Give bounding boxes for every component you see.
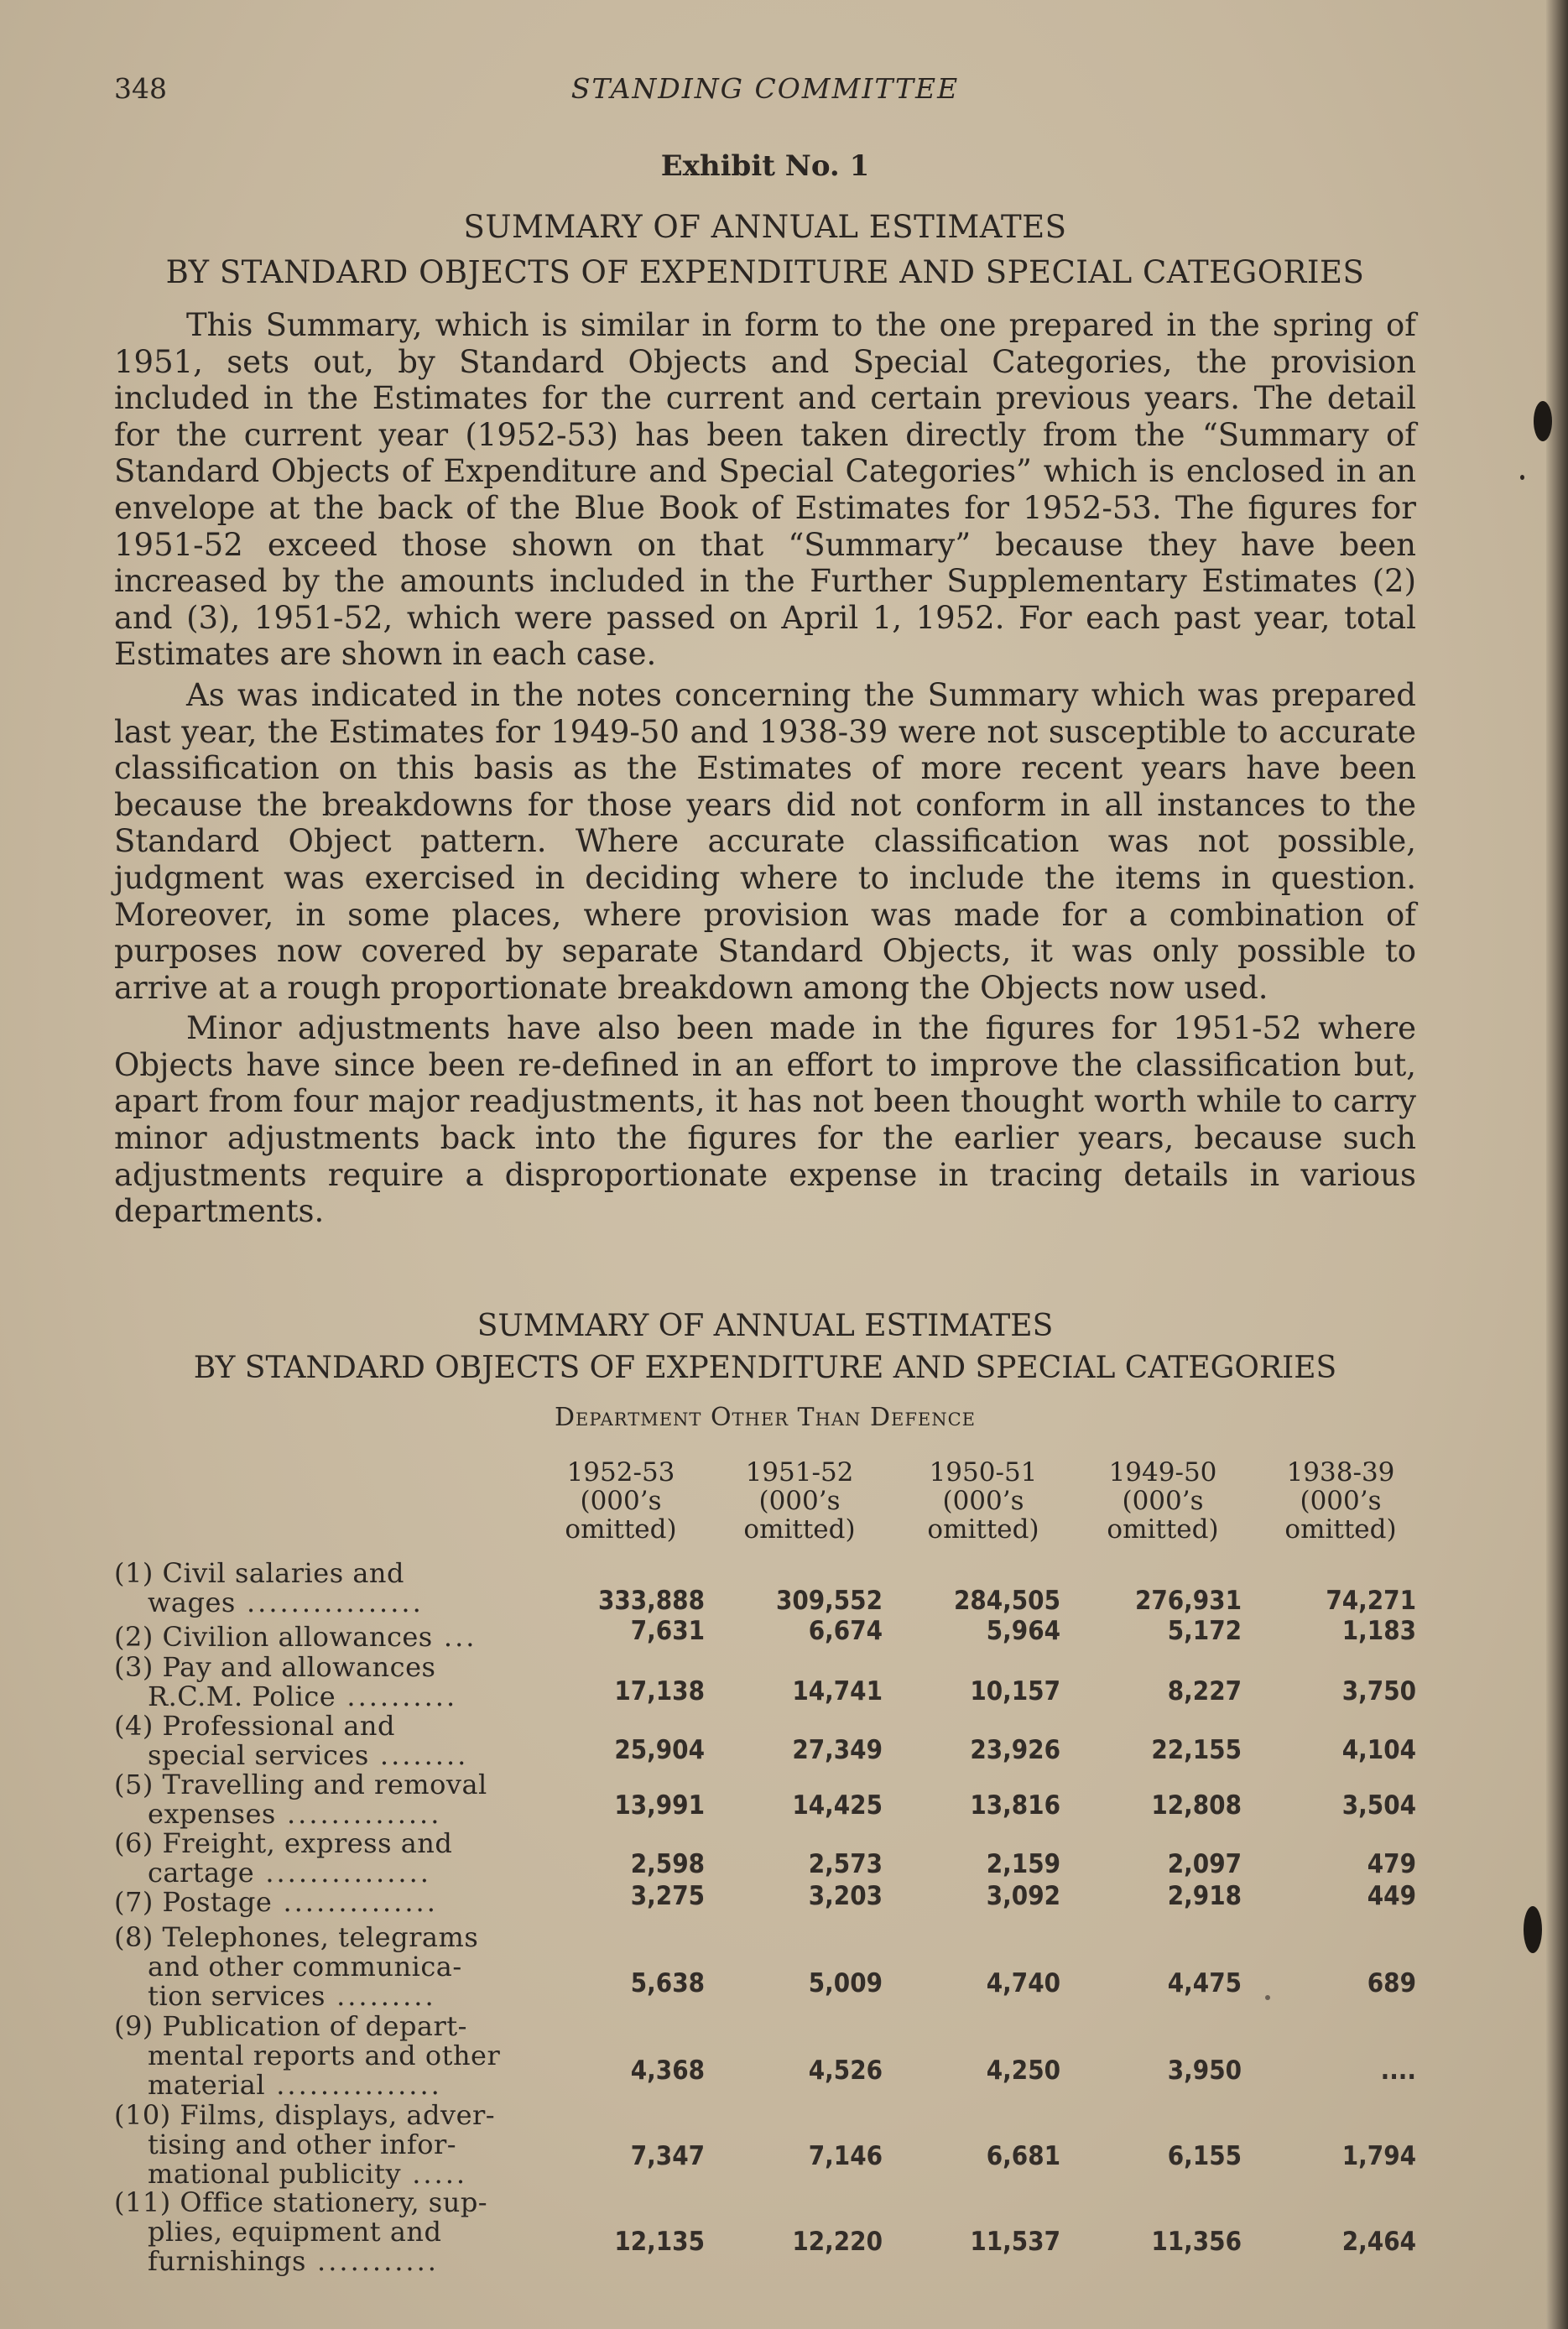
row-label-line: (7) Postage .............. [114, 1886, 438, 1918]
table-cell: 7,347 [630, 2141, 705, 2171]
table-cell: 8,227 [1167, 1676, 1242, 1706]
table-cell: 3,950 [1167, 2055, 1242, 2086]
table-cell: 3,504 [1341, 1790, 1416, 1821]
table-cell: 5,638 [630, 1968, 705, 1998]
table-cell: 5,009 [808, 1968, 883, 1998]
paragraph-1: This Summary, which is similar in form to the one prepared in the spring of 1951, sets out, by Standard Objects and Special Categories, the provision included in the Estimates for the current and certain previous years. The detail for the current year (1952-53) has been taken directly from the “Summary of Standard Objects of Expenditure and Special Categories” which is enclosed in an envelope at the back of the Blue Book of Estimates for 1952-53. The figures for 1951-52 exceed those shown on that “Summary” because they have been increased by the amounts included in the Further Supplementary Estimates (2) and (3), 1951-52, which were passed on April 1, 1952. For each past year, total Estimates are shown in each case. [114, 307, 1416, 673]
table-cell: 17,138 [614, 1676, 705, 1706]
table-cell: 14,425 [792, 1790, 883, 1821]
page-header [114, 72, 1416, 112]
row-label-line: special services ........ [148, 1739, 469, 1771]
table-title-line-1: SUMMARY OF ANNUAL ESTIMATES [477, 1309, 1054, 1343]
row-label-line: (2) Civilion allowances ... [114, 1621, 477, 1653]
title-line-2: BY STANDARD OBJECTS OF EXPENDITURE AND SPECIAL CATEGORIES [165, 254, 1365, 290]
column-header-1950-51 [899, 1458, 1067, 1544]
leader-dots: .......... [336, 1680, 458, 1712]
leader-dots: ........... [305, 2245, 439, 2277]
table-row-label [114, 1653, 525, 1712]
column-unit: omitted) [1284, 1514, 1397, 1545]
row-label-line: (9) Publication of depart- [114, 2010, 467, 2042]
page-blemish [1265, 1995, 1270, 2000]
column-unit: omitted) [743, 1514, 856, 1545]
table-row-label [114, 2012, 525, 2100]
table-cell: 3,203 [808, 1881, 883, 1911]
exhibit-label: Exhibit No. 1 [660, 149, 870, 183]
column-unit: omitted) [565, 1514, 677, 1545]
column-year: 1951-52 [745, 1457, 854, 1488]
table-cell: 4,475 [1167, 1968, 1242, 1998]
table-cell: 12,220 [792, 2227, 883, 2257]
table-cell: 23,926 [970, 1735, 1060, 1765]
table-cell: 309,552 [775, 1586, 883, 1616]
table-cell: 12,135 [614, 2227, 705, 2257]
table-cell: 2,598 [630, 1849, 705, 1879]
column-header-1949-50 [1079, 1458, 1247, 1544]
row-label-line: tion services ......... [148, 1980, 436, 2012]
column-year: 1952-53 [566, 1457, 675, 1488]
table-row-label [114, 1623, 525, 1652]
table-cell: 2,464 [1341, 2227, 1416, 2257]
row-label-line: cartage ............... [148, 1857, 431, 1889]
paragraph-2: As was indicated in the notes concerning the Summary which was prepared last year, the Estimates for 1949-50 and 1938-39 were not susceptible to accurate classification on this basis as the Estimates of more recent years have been because the breakdowns for those years did not conform in all instances to the Standard Object pattern. Where accurate classification was not possible, judgment was exercised in deciding where to include the items in question. Moreover, in some places, where provision was made for a combination of purposes now covered by separate Standard Objects, it was only possible to arrive at a rough proportionate breakdown among the Objects now used. [114, 676, 1416, 1006]
table-cell: 4,368 [630, 2055, 705, 2086]
page-blemish [1520, 475, 1524, 480]
table-cell: 13,816 [970, 1790, 1060, 1821]
leader-dots: ................ [235, 1587, 424, 1618]
page-blemish [1524, 1906, 1542, 1953]
table-cell: 4,740 [986, 1968, 1060, 1998]
table-cell: 7,146 [808, 2141, 883, 2171]
table-cell: 3,092 [986, 1881, 1060, 1911]
table-title-line-2: BY STANDARD OBJECTS OF EXPENDITURE AND SPECIAL CATEGORIES [193, 1351, 1337, 1385]
table-cell: 12,808 [1151, 1790, 1242, 1821]
column-unit: (000’s [580, 1486, 662, 1516]
column-header-1951-52 [716, 1458, 883, 1544]
table-cell: 284,505 [953, 1586, 1060, 1616]
row-label-line: (3) Pay and allowances [114, 1651, 436, 1683]
table-cell: 449 [1367, 1881, 1416, 1911]
table-cell: 333,888 [597, 1586, 705, 1616]
leader-dots: ............... [265, 2069, 442, 2101]
table-cell: 2,097 [1167, 1849, 1242, 1879]
running-title: STANDING COMMITTEE [570, 72, 960, 105]
body-text [114, 307, 1416, 1234]
table-cell: 27,349 [792, 1735, 883, 1765]
column-unit: (000’s [942, 1486, 1024, 1516]
column-header-1952-53 [537, 1458, 705, 1544]
table-cell: 5,964 [986, 1616, 1060, 1646]
row-label-line: (5) Travelling and removal [114, 1769, 487, 1800]
table-cell: 25,904 [614, 1735, 705, 1765]
leader-dots: ............... [254, 1857, 431, 1889]
table-cell: 74,271 [1326, 1586, 1416, 1616]
table-row-label [114, 1559, 525, 1618]
column-unit: omitted) [927, 1514, 1039, 1545]
table-cell: 479 [1367, 1849, 1416, 1879]
table-row-label [114, 2188, 525, 2276]
leader-dots: ..... [401, 2158, 468, 2190]
row-label-line: furnishings ........... [148, 2245, 439, 2277]
table-cell: 6,681 [986, 2141, 1060, 2171]
table-cell: 13,991 [614, 1790, 705, 1821]
table-cell: 7,631 [630, 1616, 705, 1646]
leader-dots: ... [432, 1621, 477, 1653]
paragraph-3: Minor adjustments have also been made in the figures for 1951-52 where Objects have since been re-defined in an effort to improve the classification but, apart from four major readjustments, it has not been thought worth while to carry minor adjustments back into the figures for the earlier years, because such adjustments require a disproportionate expense in tracing details in various departments. [114, 1010, 1416, 1230]
column-year: 1949-50 [1108, 1457, 1217, 1488]
table-cell: 276,931 [1134, 1586, 1242, 1616]
row-label-line: and other communica- [148, 1951, 462, 1983]
table-cell: 1,794 [1341, 2141, 1416, 2171]
row-label-line: mational publicity ..... [148, 2158, 468, 2190]
column-unit: omitted) [1107, 1514, 1219, 1545]
table-cell: 2,159 [986, 1849, 1060, 1879]
table-cell: .... [1380, 2055, 1416, 2086]
row-label-line: tising and other infor- [148, 2128, 457, 2160]
table-cell: 14,741 [792, 1676, 883, 1706]
leader-dots: ......... [325, 1980, 436, 2012]
department-heading: Department Other Than Defence [555, 1403, 976, 1432]
table-row-label [114, 1829, 525, 1888]
row-label-line: (8) Telephones, telegrams [114, 1921, 479, 1953]
leader-dots: .............. [272, 1886, 438, 1918]
table-cell: 2,918 [1167, 1881, 1242, 1911]
row-label-line: mental reports and other [148, 2040, 501, 2071]
row-label-line: wages ................ [148, 1587, 424, 1618]
document-title [114, 205, 1416, 295]
row-label-line: expenses .............. [148, 1798, 442, 1830]
column-year: 1950-51 [929, 1457, 1038, 1488]
table-cell: 2,573 [808, 1849, 883, 1879]
table-cell: 11,537 [970, 2227, 1060, 2257]
table-row-label [114, 2101, 525, 2189]
page-number: 348 [114, 72, 167, 105]
table-cell: 4,104 [1341, 1735, 1416, 1765]
row-label-line: R.C.M. Police .......... [148, 1680, 458, 1712]
table-title [114, 1305, 1416, 1389]
column-unit: (000’s [1300, 1486, 1382, 1516]
column-year: 1938-39 [1286, 1457, 1395, 1488]
table-row-label [114, 1770, 525, 1829]
table-cell: 3,275 [630, 1881, 705, 1911]
table-row-label [114, 1888, 525, 1917]
row-label-line: (10) Films, displays, adver- [114, 2099, 496, 2131]
table-cell: 6,155 [1167, 2141, 1242, 2171]
leader-dots: .............. [275, 1798, 442, 1830]
column-unit: (000’s [758, 1486, 841, 1516]
row-label-line: (4) Professional and [114, 1710, 395, 1742]
table-cell: 6,674 [808, 1616, 883, 1646]
row-label-line: (1) Civil salaries and [114, 1557, 404, 1589]
row-label-line: plies, equipment and [148, 2216, 442, 2248]
table-row-label [114, 1923, 525, 2011]
column-header-1938-39 [1257, 1458, 1425, 1544]
table-cell: 4,526 [808, 2055, 883, 2086]
table-cell: 689 [1367, 1968, 1416, 1998]
table-cell: 5,172 [1167, 1616, 1242, 1646]
column-unit: (000’s [1122, 1486, 1204, 1516]
table-cell: 1,183 [1341, 1616, 1416, 1646]
table-cell: 10,157 [970, 1676, 1060, 1706]
page-blemish [1534, 401, 1552, 441]
row-label-line: (11) Office stationery, sup- [114, 2186, 488, 2218]
table-cell: 4,250 [986, 2055, 1060, 2086]
table-cell: 11,356 [1151, 2227, 1242, 2257]
page-edge-shadow [1546, 0, 1568, 2329]
title-line-1: SUMMARY OF ANNUAL ESTIMATES [463, 209, 1067, 245]
table-cell: 3,750 [1341, 1676, 1416, 1706]
row-label-line: (6) Freight, express and [114, 1827, 453, 1859]
leader-dots: ........ [368, 1739, 469, 1771]
table-cell: 22,155 [1151, 1735, 1242, 1765]
table-row-label [114, 1712, 525, 1770]
row-label-line: material ............... [148, 2069, 442, 2101]
